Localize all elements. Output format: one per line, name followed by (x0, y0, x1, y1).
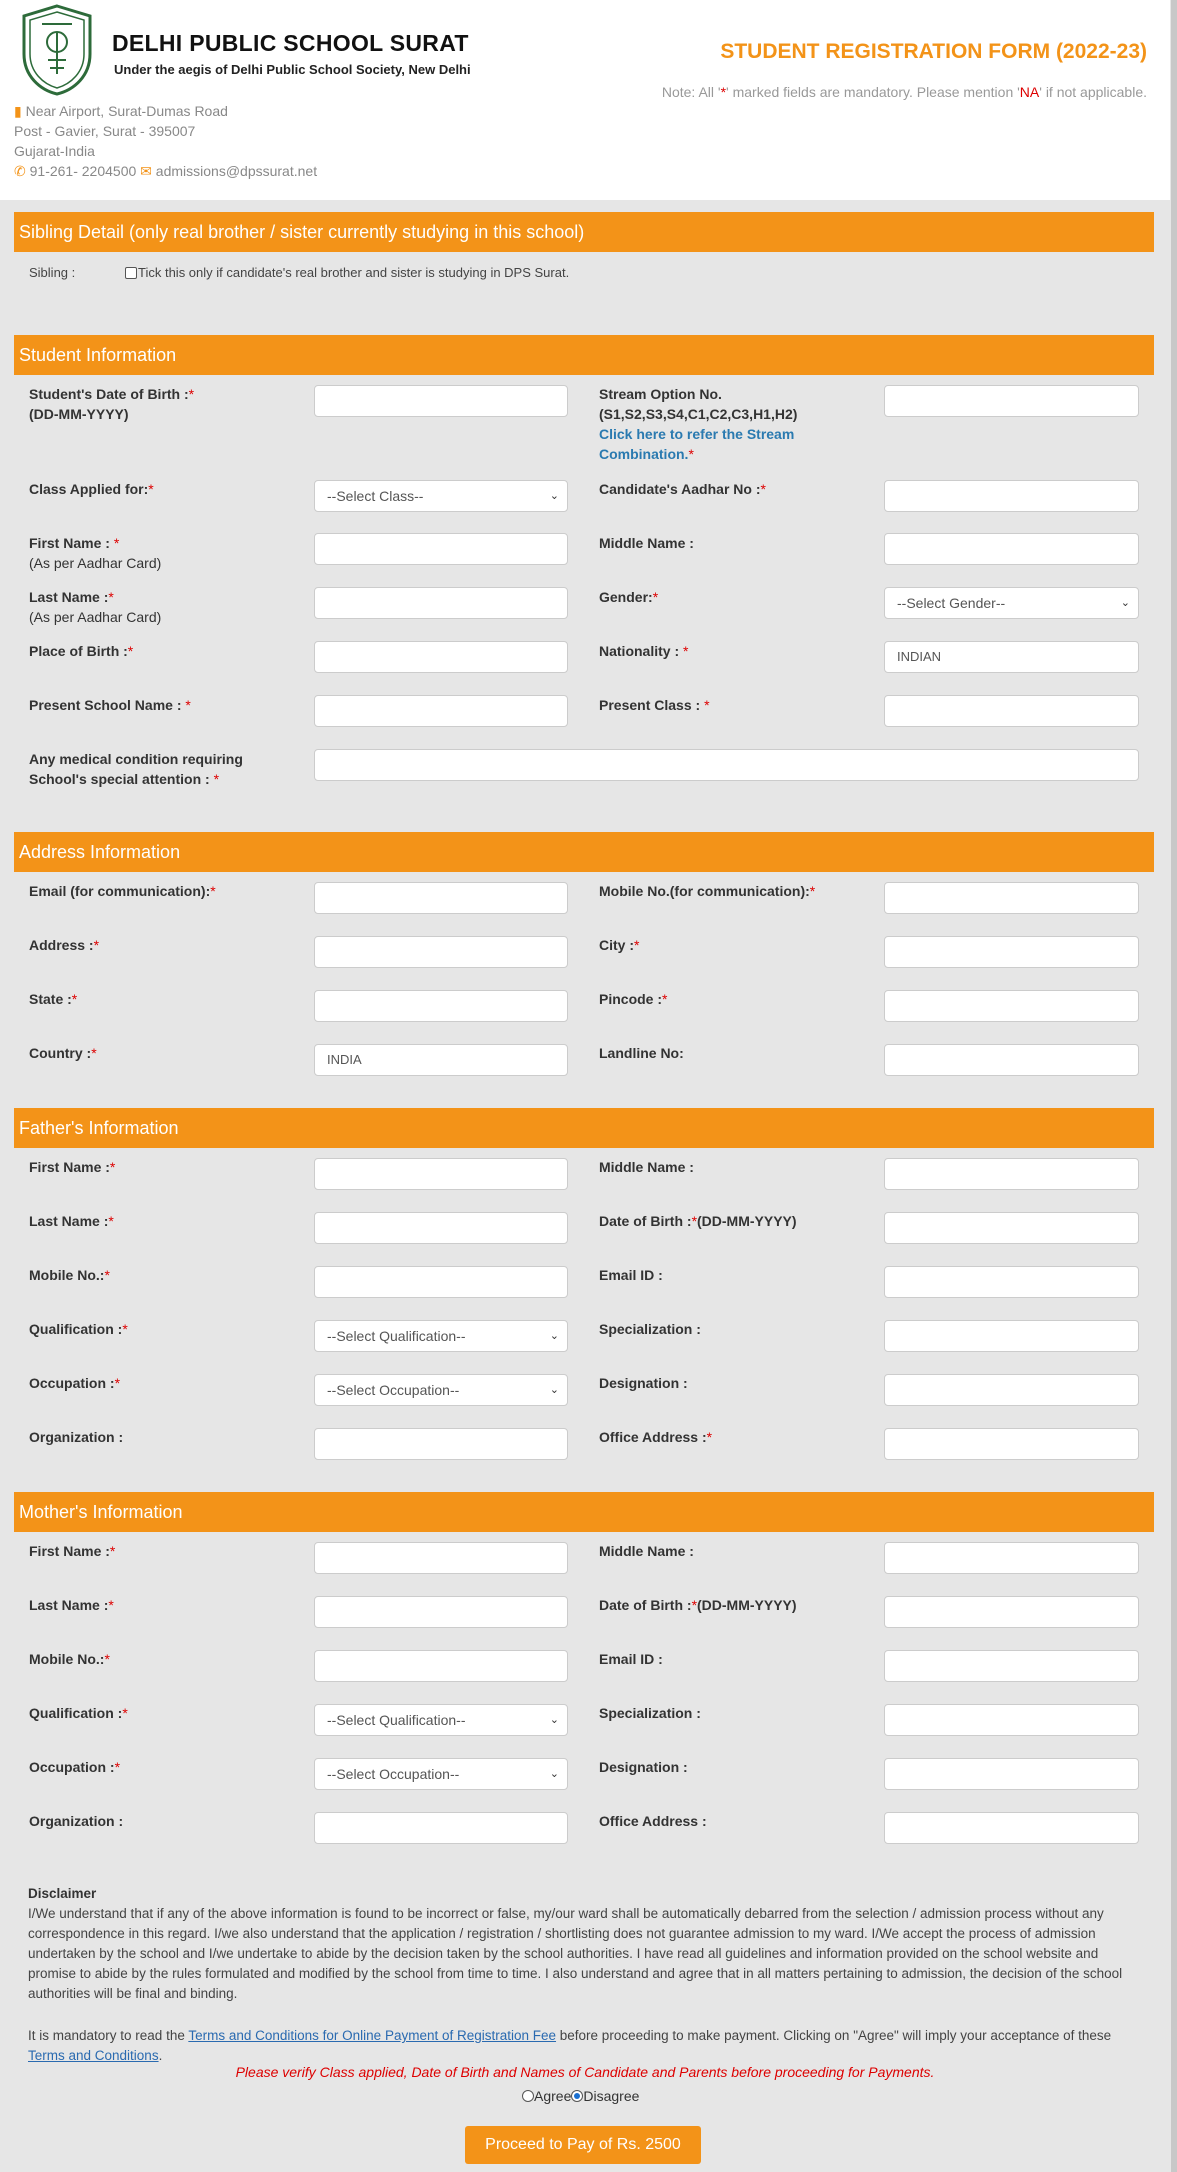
mandatory-note: Note: All '*' marked fields are mandatory. Please mention 'NA' if not applicable. (661, 84, 1147, 100)
terms-conditions-link[interactable]: Terms and Conditions (28, 2048, 159, 2063)
father-designation-input[interactable] (884, 1374, 1139, 1406)
student-middle-name-input[interactable] (884, 533, 1139, 565)
father-mobile-label: Mobile No.:* (29, 1267, 110, 1283)
phone-number: 91-261- 2204500 (29, 163, 137, 179)
address-line-3: Gujarat-India (14, 143, 95, 159)
father-specialization-label: Specialization : (599, 1321, 701, 1337)
father-office-address-label: Office Address :* (599, 1429, 713, 1445)
mother-mobile-input[interactable] (314, 1650, 568, 1682)
mother-occupation-select[interactable]: --Select Occupation-- ⌄ (314, 1758, 568, 1790)
sibling-checkbox[interactable] (125, 267, 137, 279)
admissions-email: admissions@dpssurat.net (155, 163, 318, 179)
present-school-input[interactable] (314, 695, 568, 727)
father-occupation-select[interactable]: --Select Occupation-- ⌄ (314, 1374, 568, 1406)
father-email-label: Email ID : (599, 1267, 663, 1283)
chevron-down-icon: ⌄ (549, 1768, 559, 1780)
chevron-down-icon: ⌄ (549, 1714, 559, 1726)
city-label: City :* (599, 937, 640, 953)
father-section-header: Father's Information (14, 1108, 1154, 1148)
country-label: Country :* (29, 1045, 97, 1061)
father-last-name-label: Last Name :* (29, 1213, 114, 1229)
medical-label: Any medical condition requiring School's special attention : * (29, 751, 243, 787)
sibling-checkbox-label: Tick this only if candidate's real brother and sister is studying in DPS Surat. (138, 265, 570, 280)
father-specialization-input[interactable] (884, 1320, 1139, 1352)
mobile-label: Mobile No.(for communication):* (599, 883, 816, 899)
dob-label: Student's Date of Birth :* (DD-MM-YYYY) (29, 386, 195, 422)
student-last-name-input[interactable] (314, 587, 568, 619)
nationality-input[interactable]: INDIAN (884, 641, 1139, 673)
disagree-label: Disagree (583, 2088, 640, 2104)
mother-occupation-label: Occupation :* (29, 1759, 121, 1775)
mother-last-name-input[interactable] (314, 1596, 568, 1628)
mother-first-name-input[interactable] (314, 1542, 568, 1574)
city-input[interactable] (884, 936, 1139, 968)
father-dob-label: Date of Birth :*(DD-MM-YYYY) (599, 1213, 797, 1229)
mother-dob-input[interactable] (884, 1596, 1139, 1628)
father-designation-label: Designation : (599, 1375, 688, 1391)
father-dob-input[interactable] (884, 1212, 1139, 1244)
first-name-label: First Name : * (As per Aadhar Card) (29, 535, 162, 571)
school-logo (20, 4, 94, 96)
present-school-label: Present School Name : * (29, 697, 191, 713)
father-organization-label: Organization : (29, 1429, 124, 1445)
father-office-address-input[interactable] (884, 1428, 1139, 1460)
school-subtitle: Under the aegis of Delhi Public School Society, New Delhi (114, 62, 471, 77)
pincode-input[interactable] (884, 990, 1139, 1022)
terms-paragraph: It is mandatory to read the Terms and Conditions for Online Payment of Registration Fee before proceeding to make payment. Clicking on "Agree" will imply your acceptance of these Terms and Conditions. (28, 2028, 1112, 2063)
envelope-icon: ✉ (140, 163, 152, 179)
chevron-down-icon: ⌄ (1120, 597, 1130, 609)
sibling-label: Sibling : (29, 265, 76, 280)
agree-radio-group (522, 2088, 639, 2104)
middle-name-label: Middle Name : (599, 535, 694, 551)
mother-office-address-input[interactable] (884, 1812, 1139, 1844)
email-input[interactable] (314, 882, 568, 914)
mother-designation-input[interactable] (884, 1758, 1139, 1790)
pincode-label: Pincode :* (599, 991, 668, 1007)
medical-condition-input[interactable] (314, 749, 1139, 781)
email-label: Email (for communication):* (29, 883, 216, 899)
mobile-input[interactable] (884, 882, 1139, 914)
mother-qualification-select[interactable]: --Select Qualification-- ⌄ (314, 1704, 568, 1736)
father-organization-input[interactable] (314, 1428, 568, 1460)
sibling-section-header: Sibling Detail (only real brother / sister currently studying in this school) (14, 212, 1154, 252)
father-qualification-label: Qualification :* (29, 1321, 128, 1337)
address-line-1 (14, 103, 228, 120)
mother-dob-label: Date of Birth :*(DD-MM-YYYY) (599, 1597, 797, 1613)
agree-radio[interactable] (522, 2090, 534, 2102)
father-middle-name-input[interactable] (884, 1158, 1139, 1190)
page-header (0, 0, 1170, 200)
payment-terms-link[interactable]: Terms and Conditions for Online Payment of Registration Fee (188, 2028, 557, 2043)
father-occupation-label: Occupation :* (29, 1375, 121, 1391)
landline-label: Landline No: (599, 1045, 684, 1061)
place-of-birth-label: Place of Birth :* (29, 643, 134, 659)
stream-label: Stream Option No.(S1,S2,S3,S4,C1,C2,C3,H1,H2) Click here to refer the Stream Combination.* (599, 386, 798, 462)
agree-label: Agree (534, 2088, 572, 2104)
mother-section-header: Mother's Information (14, 1492, 1154, 1532)
mother-last-name-label: Last Name :* (29, 1597, 114, 1613)
stream-option-input[interactable] (884, 385, 1139, 417)
gender-select[interactable]: --Select Gender-- ⌄ (884, 587, 1139, 619)
last-name-label: Last Name :* (As per Aadhar Card) (29, 589, 162, 625)
state-label: State :* (29, 991, 78, 1007)
father-first-name-input[interactable] (314, 1158, 568, 1190)
state-input[interactable] (314, 990, 568, 1022)
address-input[interactable] (314, 936, 568, 968)
disclaimer-title: Disclaimer (28, 1886, 97, 1901)
page-scrollbar[interactable] (1171, 0, 1177, 2172)
gender-label: Gender:* (599, 589, 659, 605)
chevron-down-icon: ⌄ (549, 1384, 559, 1396)
address-line-2: Post - Gavier, Surat - 395007 (14, 123, 196, 139)
father-middle-name-label: Middle Name : (599, 1159, 694, 1175)
mother-specialization-label: Specialization : (599, 1705, 701, 1721)
father-mobile-input[interactable] (314, 1266, 568, 1298)
aadhar-label: Candidate's Aadhar No :* (599, 481, 766, 497)
student-first-name-input[interactable] (314, 533, 568, 565)
mother-organization-input[interactable] (314, 1812, 568, 1844)
address-section-header: Address Information (14, 832, 1154, 872)
father-last-name-input[interactable] (314, 1212, 568, 1244)
student-dob-input[interactable] (314, 385, 568, 417)
mother-specialization-input[interactable] (884, 1704, 1139, 1736)
disagree-radio[interactable] (571, 2090, 583, 2102)
present-class-input[interactable] (884, 695, 1139, 727)
country-input[interactable]: INDIA (314, 1044, 568, 1076)
mother-mobile-label: Mobile No.:* (29, 1651, 110, 1667)
address-label: Address :* (29, 937, 100, 953)
mother-organization-label: Organization : (29, 1813, 124, 1829)
mother-middle-name-input[interactable] (884, 1542, 1139, 1574)
place-of-birth-input[interactable] (314, 641, 568, 673)
mother-designation-label: Designation : (599, 1759, 688, 1775)
mother-middle-name-label: Middle Name : (599, 1543, 694, 1559)
school-name: DELHI PUBLIC SCHOOL SURAT (112, 30, 469, 56)
class-applied-label: Class Applied for:* (29, 481, 154, 497)
stream-combination-link[interactable]: Click here to refer the Stream Combination. (599, 426, 795, 462)
mother-office-address-label: Office Address : (599, 1813, 707, 1829)
contact-line (14, 163, 317, 180)
disclaimer-text: I/We understand that if any of the above information is found to be incorrect or false, my/our ward shall be automatically debarred from the selection / admission process without any correspondence in this regard. I/we also understand that the application / registration / shortlisting does not guarantee admission to my ward. I/We accept the process of admission undertaken by the school and I/we undertake to abide by the decision taken by the school authorities. I have read all guidelines and information provided on the school website and promise to abide by the rules formulated and modified by the school from time to time. I also understand and agree that in all matters pertaining to admission, the decision of the school authorities will be final and binding. (28, 1906, 1123, 2001)
present-class-label: Present Class : * (599, 697, 710, 713)
father-first-name-label: First Name :* (29, 1159, 116, 1175)
father-email-input[interactable] (884, 1266, 1139, 1298)
address-text-1: Near Airport, Surat-Dumas Road (25, 103, 228, 119)
mother-qualification-label: Qualification :* (29, 1705, 128, 1721)
mother-email-input[interactable] (884, 1650, 1139, 1682)
chevron-down-icon: ⌄ (549, 490, 559, 502)
form-title: STUDENT REGISTRATION FORM (2022-23) (720, 40, 1147, 63)
nationality-label: Nationality : * (599, 643, 689, 659)
mother-first-name-label: First Name :* (29, 1543, 116, 1559)
proceed-to-pay-button[interactable]: Proceed to Pay of Rs. 2500 (465, 2126, 701, 2164)
mother-email-label: Email ID : (599, 1651, 663, 1667)
phone-icon: ✆ (14, 163, 26, 179)
chevron-down-icon: ⌄ (549, 1330, 559, 1342)
verification-warning: Please verify Class applied, Date of Birth and Names of Candidate and Parents before proceeding for Payments. (235, 2064, 935, 2080)
landline-input[interactable] (884, 1044, 1139, 1076)
father-qualification-select[interactable]: --Select Qualification-- ⌄ (314, 1320, 568, 1352)
student-section-header: Student Information (14, 335, 1154, 375)
building-icon: ▮ (14, 103, 22, 119)
aadhar-input[interactable] (884, 480, 1139, 512)
class-select[interactable]: --Select Class-- ⌄ (314, 480, 568, 512)
